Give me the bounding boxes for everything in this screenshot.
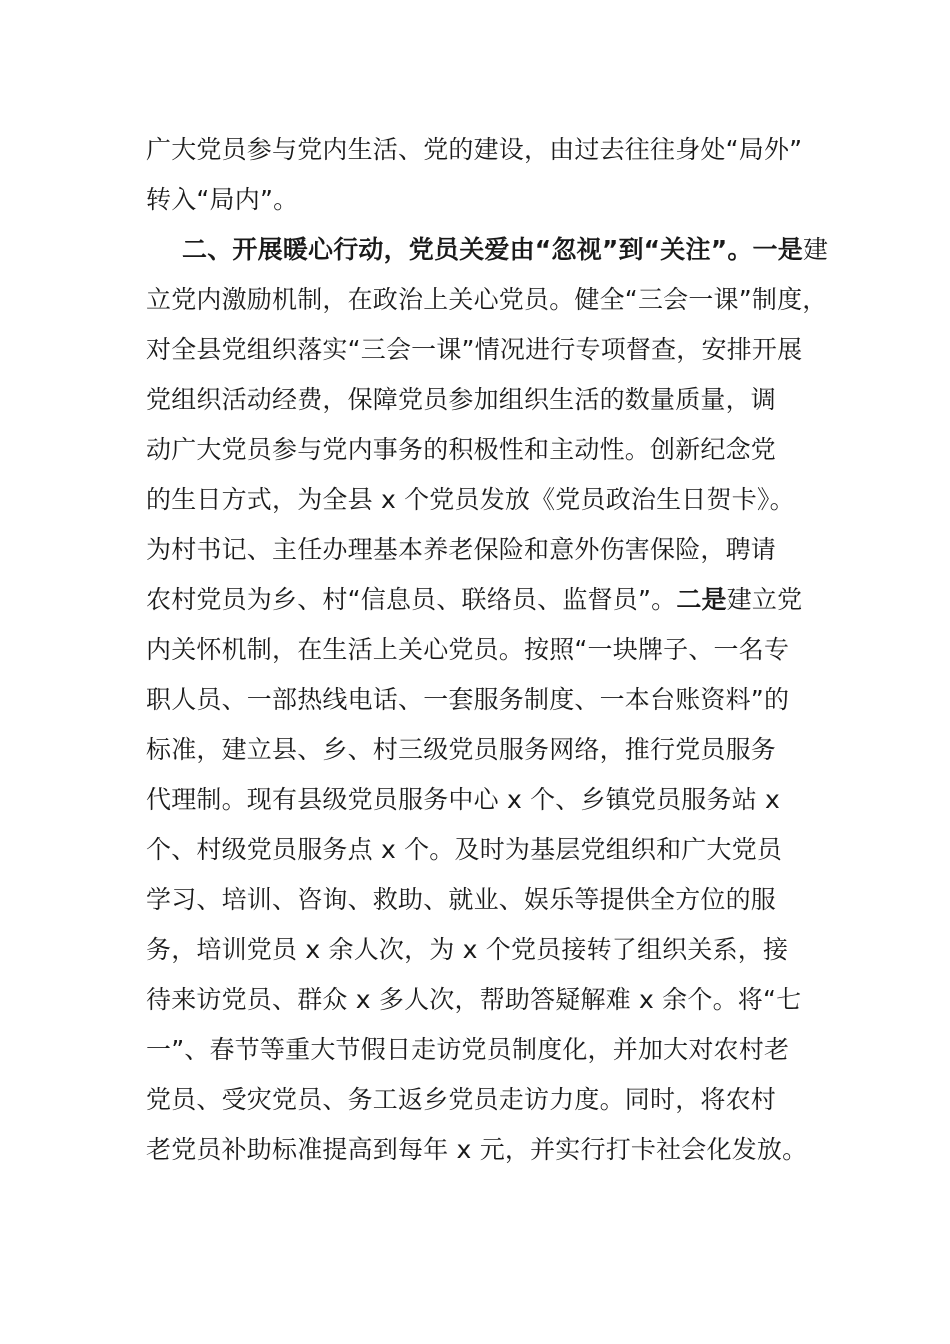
emphasis-run: 二是 bbox=[676, 585, 727, 614]
text-run: 党员、受灾党员、务工返乡党员走访力度。同时，将农村 bbox=[146, 1085, 777, 1114]
text-line bbox=[146, 180, 836, 220]
text-run: 标准，建立县、乡、村三级党员服务网络，推行党员服务 bbox=[146, 735, 777, 764]
text-line bbox=[146, 680, 836, 720]
text-line bbox=[146, 780, 836, 820]
text-run: 职人员、一部热线电话、一套服务制度、一本台账资料”的 bbox=[146, 685, 790, 714]
text-run: 立党内激励机制，在政治上关心党员。健全“三会一课”制度， bbox=[146, 285, 828, 314]
text-run: 待来访党员、群众 x 多人次，帮助答疑解难 x 余个。将“七 bbox=[146, 985, 802, 1014]
text-run: 务，培训党员 x 余人次，为 x 个党员接转了组织关系，接 bbox=[146, 935, 789, 964]
text-line bbox=[146, 530, 836, 570]
text-run: 内关怀机制，在生活上关心党员。按照“一块牌子、一名专 bbox=[146, 635, 790, 664]
text-run: 转入“局内”。 bbox=[146, 185, 299, 214]
text-line bbox=[146, 1030, 836, 1070]
text-run: 建立党 bbox=[726, 585, 803, 614]
text-run: 建 bbox=[802, 235, 829, 264]
text-line bbox=[146, 580, 836, 620]
text-run: 的生日方式，为全县 x 个党员发放《党员政治生日贺卡》。 bbox=[146, 485, 795, 514]
text-line bbox=[146, 880, 836, 920]
text-run: 对全县党组织落实“三会一课”情况进行专项督查，安排开展 bbox=[146, 335, 803, 364]
text-run: 广大党员参与党内生活、党的建设，由过去往往身处“局外” bbox=[146, 135, 803, 164]
text-line bbox=[146, 930, 836, 970]
text-run: 个、村级党员服务点 x 个。及时为基层党组织和广大党员 bbox=[146, 835, 783, 864]
text-line bbox=[146, 1080, 836, 1120]
text-run: 为村书记、主任办理基本养老保险和意外伤害保险，聘请 bbox=[146, 535, 777, 564]
text-line bbox=[182, 230, 836, 270]
text-run: 一”、春节等重大节假日走访党员制度化，并加大对农村老 bbox=[146, 1035, 790, 1064]
text-run: 老党员补助标准提高到每年 x 元，并实行打卡社会化发放。 bbox=[146, 1135, 808, 1164]
section-heading: 二、开展暖心行动，党员关爱由“忽视”到“关注”。一是 bbox=[182, 235, 803, 264]
text-line bbox=[146, 630, 836, 670]
text-run: 学习、培训、咨询、救助、就业、娱乐等提供全方位的服 bbox=[146, 885, 777, 914]
text-line bbox=[146, 130, 836, 170]
text-line bbox=[146, 430, 836, 470]
text-run: 党组织活动经费，保障党员参加组织生活的数量质量，调 bbox=[146, 385, 777, 414]
text-run: 农村党员为乡、村“信息员、联络员、监督员”。 bbox=[146, 585, 677, 614]
text-line bbox=[146, 980, 836, 1020]
text-run: 动广大党员参与党内事务的积极性和主动性。创新纪念党 bbox=[146, 435, 777, 464]
text-line bbox=[146, 730, 836, 770]
text-run: 代理制。现有县级党员服务中心 x 个、乡镇党员服务站 x bbox=[146, 785, 781, 814]
text-line bbox=[146, 280, 836, 320]
text-line bbox=[146, 380, 836, 420]
text-line bbox=[146, 1130, 836, 1170]
text-line bbox=[146, 330, 836, 370]
text-line bbox=[146, 830, 836, 870]
text-line bbox=[146, 480, 836, 520]
